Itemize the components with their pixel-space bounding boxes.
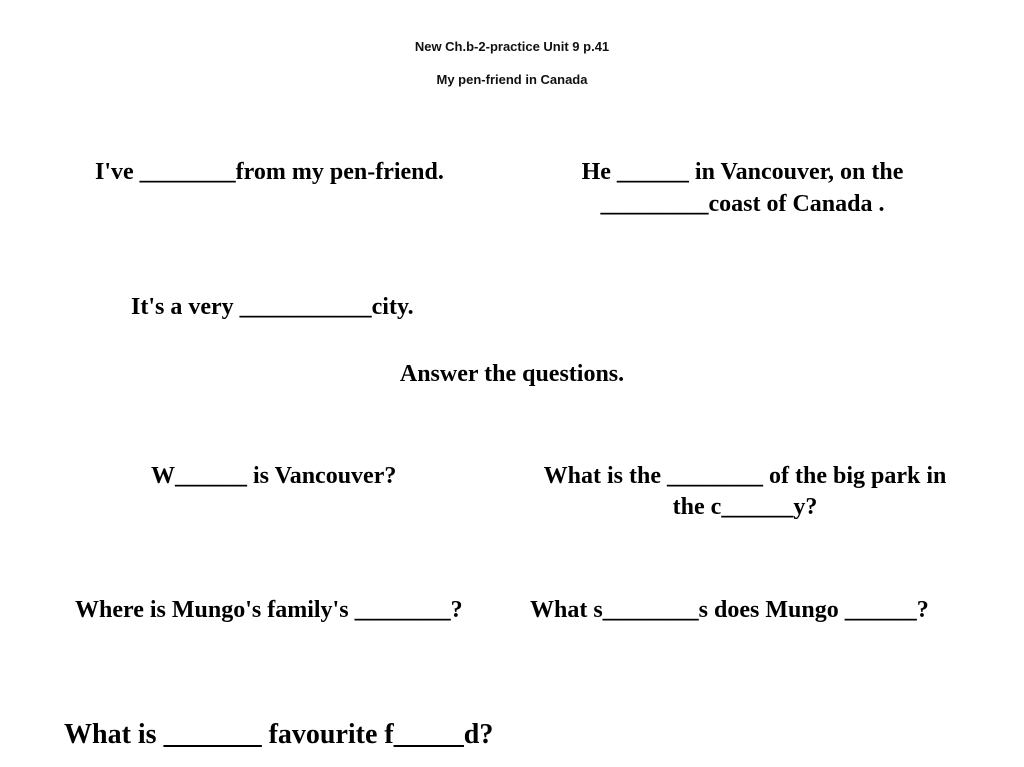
document-subtitle: My pen-friend in Canada [436, 72, 588, 87]
exercise-sentence-1: I've ________from my pen-friend. [95, 159, 444, 185]
question-2-line-2: the c______y? [672, 494, 818, 520]
exercise-sentence-3: It's a very ___________city. [131, 294, 414, 320]
question-1: W______ is Vancouver? [151, 463, 397, 489]
document-title: New Ch.b-2-practice Unit 9 p.41 [414, 39, 610, 54]
question-4: What s________s does Mungo ______? [530, 597, 929, 623]
exercise-sentence-2-line-1: He ______ in Vancouver, on the [581, 159, 904, 185]
question-5: What is _______ favourite f_____d? [64, 719, 494, 750]
question-3: Where is Mungo's family's ________? [75, 597, 463, 623]
instruction-heading: Answer the questions. [399, 361, 625, 387]
exercise-sentence-2-line-2: _________coast of Canada . [600, 191, 885, 217]
question-2-line-1: What is the ________ of the big park in [543, 463, 947, 489]
